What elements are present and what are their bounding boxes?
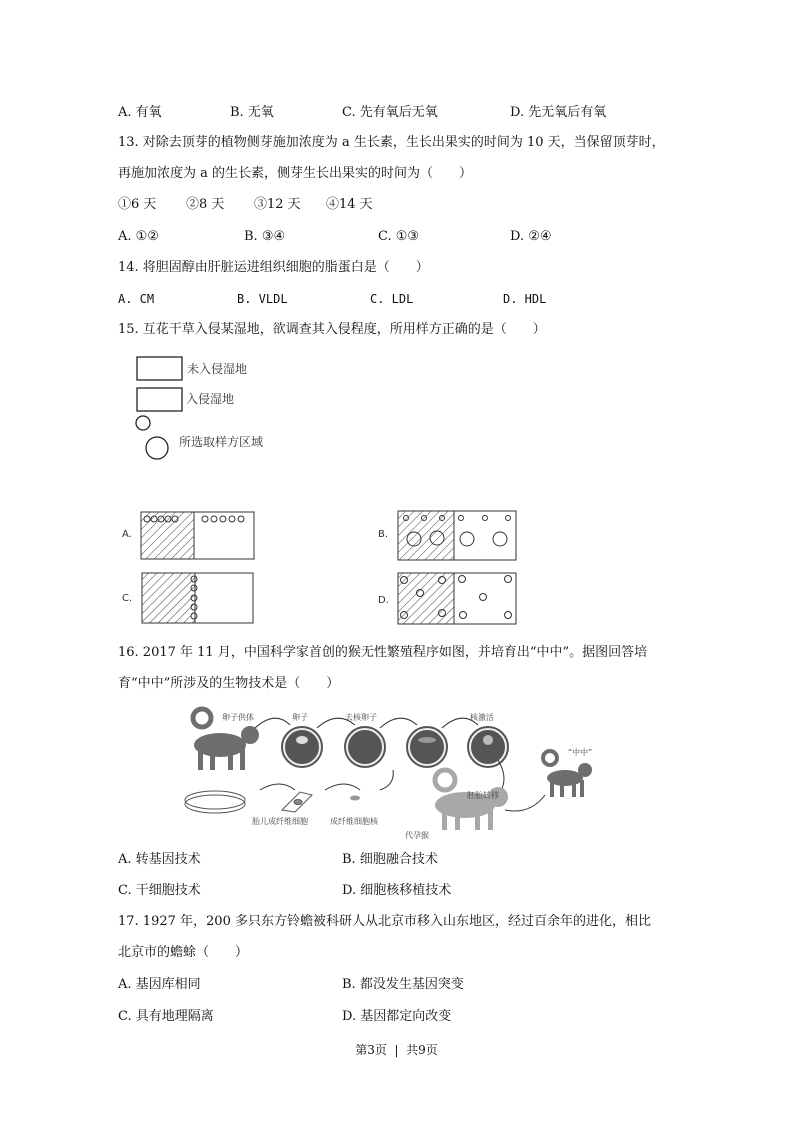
q16-option-b: B. 细胞融合技术 <box>342 852 438 867</box>
legend-small-circle <box>136 416 150 430</box>
q15-stem: 15. 互花干草入侵某湿地，欲调查其入侵程度，所用样方正确的是（ ） <box>118 322 546 337</box>
q17-stem-2: 北京市的蟾蜍（ ） <box>118 945 249 960</box>
legend-box-uninvaded <box>137 357 182 380</box>
label-fetal-fibroblast: 胎儿成纤维细胞 <box>252 817 308 826</box>
q16-option-c: C. 干细胞技术 <box>118 883 201 898</box>
fibroblast-nucleus-icon <box>350 796 360 801</box>
q13-option-d: D. ②④ <box>510 229 552 244</box>
egg-cells <box>282 727 508 767</box>
q13-option-a: A. ①② <box>118 229 159 244</box>
fibroblast-cell-icon <box>282 792 312 812</box>
legend-label-uninvaded: 未入侵湿地 <box>187 362 248 376</box>
q12-option-c: C. 先有氧后无氧 <box>342 105 438 120</box>
label-zhongzhong: “中中” <box>568 748 593 757</box>
q13-item-1: ①6 天 <box>118 197 157 212</box>
q12-option-d: D. 先无氧后有氧 <box>510 105 607 120</box>
q13-option-b: B. ③④ <box>244 229 286 244</box>
q13-option-c: C. ①③ <box>378 229 420 244</box>
diagram-b <box>398 511 516 560</box>
q12-option-b: B. 无氧 <box>230 105 274 120</box>
q17-option-d: D. 基因都定向改变 <box>342 1009 452 1024</box>
label-egg: 卵子 <box>292 713 308 722</box>
q13-item-2: ②8 天 <box>186 197 225 212</box>
q16-option-d: D. 细胞核移植技术 <box>342 883 452 898</box>
legend <box>136 357 182 459</box>
q16-stem-1: 16. 2017 年 11 月，中国科学家首创的猴无性繁殖程序如图，并培育出“中中”。据图回答培 <box>118 645 648 660</box>
q13-stem-1: 13. 对除去顶芽的植物侧芽施加浓度为 a 生长素，生长出果实的时间为 10 天，当保留顶芽时， <box>118 135 665 150</box>
label-nuclear-activation: 核激活 <box>470 713 494 722</box>
q14-option-c: C. LDL <box>370 292 414 306</box>
q12-option-a: A. 有氧 <box>118 105 162 120</box>
q14-stem: 14. 将胆固醇由肝脏运进组织细胞的脂蛋白是（ ） <box>118 260 429 275</box>
diagram-d <box>398 573 516 624</box>
label-egg-donor: 卵子供体 <box>222 713 254 722</box>
diagram-c-label: C. <box>122 593 133 604</box>
diagram-a-label: A. <box>122 529 132 540</box>
q14-option-a: A. CM <box>118 292 155 306</box>
q17-option-b: B. 都没发生基因突变 <box>342 977 464 992</box>
culture-dish-icon <box>185 791 245 813</box>
diagram-a <box>141 512 254 559</box>
q13-stem-2: 再施加浓度为 a 的生长素，侧芽生长出果实的时间为（ ） <box>118 166 473 181</box>
legend-label-sample: 所选取样方区域 <box>179 435 264 449</box>
diagram-b-label: B. <box>378 529 389 540</box>
q16-option-a: A. 转基因技术 <box>118 852 201 867</box>
q13-item-4: ④14 天 <box>326 197 373 212</box>
page-footer: 第3页 | 共9页 <box>355 1043 438 1057</box>
q17-option-a: A. 基因库相同 <box>118 977 201 992</box>
legend-large-circle <box>146 437 168 459</box>
q16-figure <box>180 700 600 840</box>
q16-stem-2: 育“中中”所涉及的生物技术是（ ） <box>118 676 340 691</box>
surrogate-monkey-icon <box>435 770 508 830</box>
label-enucleated-egg: 去核卵子 <box>345 713 377 722</box>
q13-item-3: ③12 天 <box>254 197 301 212</box>
diagram-c <box>142 573 253 623</box>
label-embryo-transfer: 胚胎转移 <box>467 791 499 800</box>
label-fibroblast-nucleus: 成纤维细胞核 <box>330 817 378 826</box>
zhongzhong-monkey-icon <box>543 751 592 797</box>
q14-option-b: B. VLDL <box>237 292 288 306</box>
q17-stem-1: 17. 1927 年，200 多只东方铃蟾被科研人从北京市移入山东地区，经过百余年的进化，相比 <box>118 914 651 929</box>
q17-option-c: C. 具有地理隔离 <box>118 1009 214 1024</box>
q14-option-d: D. HDL <box>503 292 547 306</box>
legend-box-invaded <box>137 388 182 411</box>
label-surrogate: 代孕猴 <box>405 831 429 840</box>
legend-label-invaded: 入侵湿地 <box>186 392 235 406</box>
diagram-d-label: D. <box>378 595 389 606</box>
